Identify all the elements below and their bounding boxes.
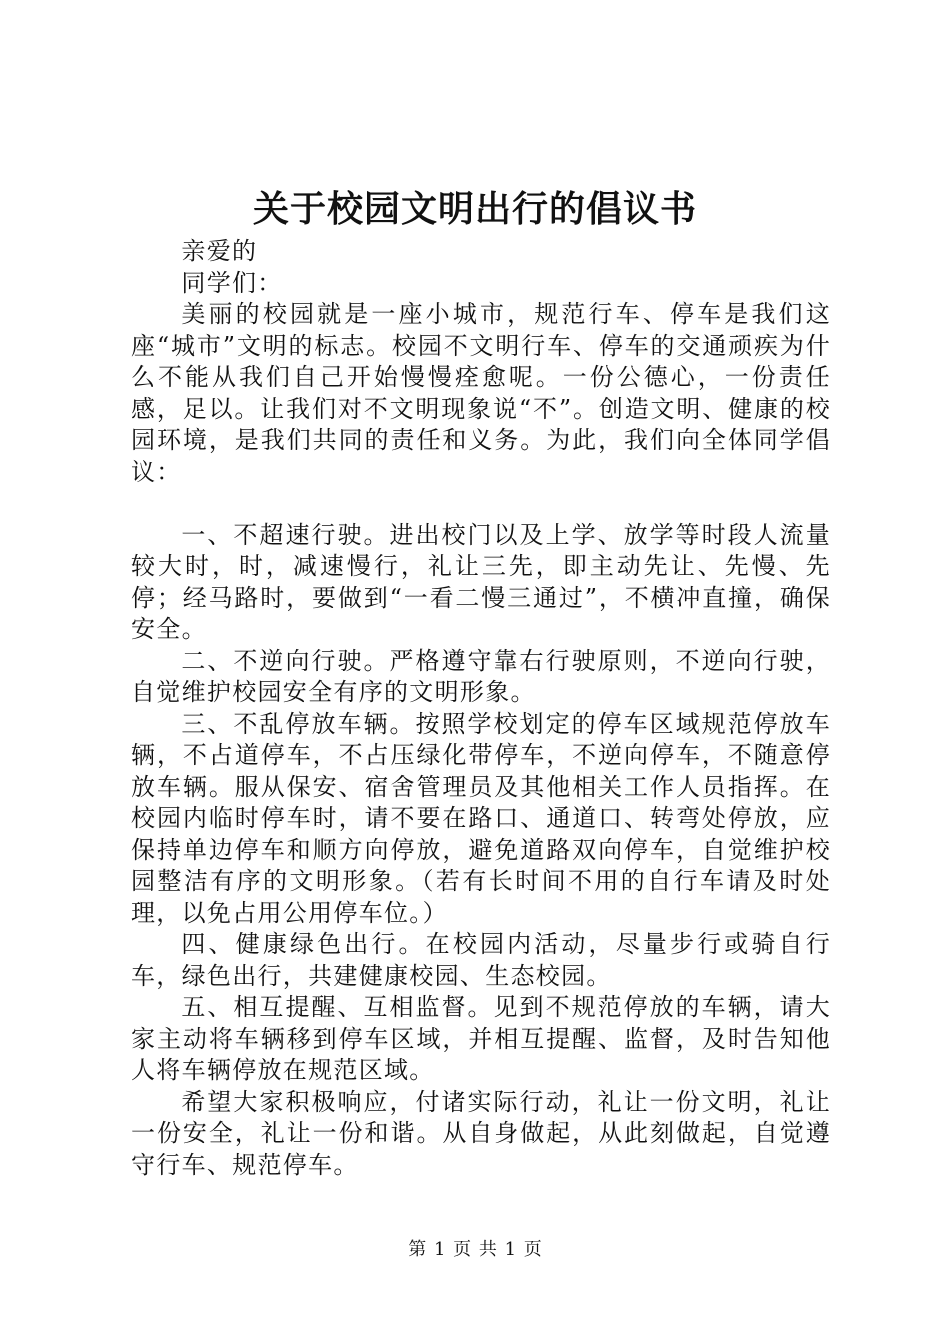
salutation-line-2: 同学们： [181, 268, 283, 297]
document-title: 关于校园文明出行的倡议书 [252, 188, 697, 230]
proposal-5-paragraph: 五、相互提醒、互相监督。见到不规范停放的车辆，请大家主动将车辆移到停车区域，并相互提醒、监督，及时告知他人将车辆停放在规范区域。 [131, 993, 831, 1084]
proposal-4-paragraph: 四、健康绿色出行。在校园内活动，尽量步行或骑自行车，绿色出行，共建健康校园、生态校园。 [131, 930, 831, 990]
salutation-line-1: 亲爱的 [181, 237, 258, 265]
intro-paragraph: 美丽的校园就是一座小城市，规范行车、停车是我们这座“城市”文明的标志。校园不文明行车、停车的交通顽疾为什么不能从我们自己开始慢慢痊愈呢。一份公德心，一份责任感，足以。让我们对不文明现象说“不”。创造文明、健康的校园环境，是我们共同的责任和义务。为此，我们向全体同学倡议： [131, 300, 831, 486]
closing-paragraph: 希望大家积极响应，付诸实际行动，礼让一份文明，礼让一份安全，礼让一份和谐。从自身做起，从此刻做起，自觉遵守行车、规范停车。 [131, 1087, 831, 1179]
proposal-3-paragraph: 三、不乱停放车辆。按照学校划定的停车区域规范停放车辆，不占道停车，不占压绿化带停车，不逆向停车，不随意停放车辆。服从保安、宿舍管理员及其他相关工作人员指挥。在校园内临时停车时，请不要在路口、通道口、转弯处停放，应保持单边停车和顺方向停放，避免道路双向停车，自觉维护校园整洁有序的文明形象。（若有长时间不用的自行车请及时处理，以免占用公用停车位。） [131, 709, 831, 927]
proposal-1-paragraph: 一、不超速行驶。进出校门以及上学、放学等时段人流量较大时，时，减速慢行，礼让三先，即主动先让、先慢、先停；经马路时，要做到“一看二慢三通过”，不横冲直撞，确保安全。 [131, 520, 831, 643]
document-body [131, 236, 831, 1181]
proposal-2-paragraph: 二、不逆向行驶。严格遵守靠右行驶原则，不逆向行驶，自觉维护校园安全有序的文明形象。 [131, 646, 831, 706]
page-number-footer: 第 1 页 共 1 页 [408, 1239, 542, 1260]
